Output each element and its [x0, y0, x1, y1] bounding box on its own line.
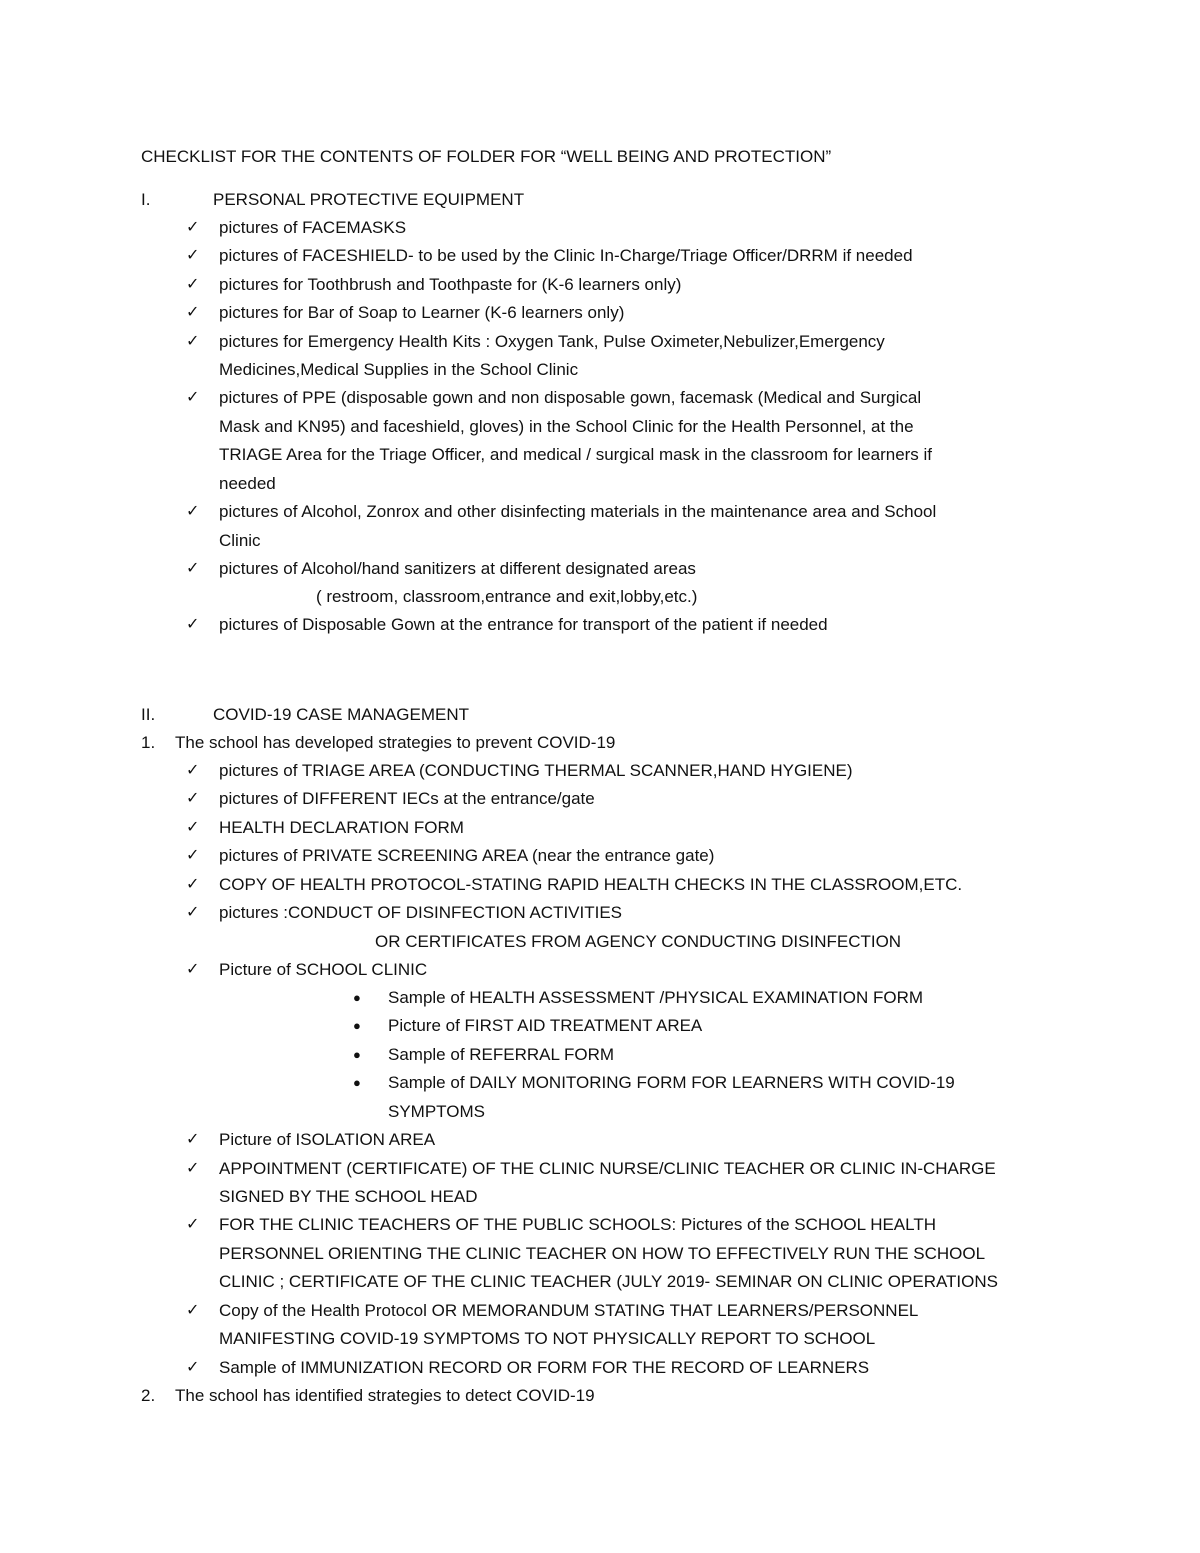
list-item: pictures of FACEMASKS: [219, 218, 407, 237]
list-item: pictures of PPE (disposable gown and non disposable gown, facemask (Medical and Surgical: [219, 388, 922, 407]
check-icon: ✓: [186, 790, 200, 807]
list-item-continuation: Mask and KN95) and faceshield, gloves) in the School Clinic for the Health Personnel, at the: [219, 417, 914, 436]
check-icon: ✓: [186, 503, 200, 520]
check-icon: ✓: [186, 1216, 200, 1233]
page-title: CHECKLIST FOR THE CONTENTS OF FOLDER FOR “WELL BEING AND PROTECTION”: [141, 147, 832, 166]
list-item-continuation: TRIAGE Area for the Triage Officer, and medical / surgical mask in the classroom for learners if: [219, 445, 933, 464]
list-item: FOR THE CLINIC TEACHERS OF THE PUBLIC SCHOOLS: Pictures of the SCHOOL HEALTH: [219, 1215, 937, 1234]
list-item: pictures of Alcohol/hand sanitizers at different designated areas: [219, 559, 696, 578]
list-item-continuation: CLINIC ; CERTIFICATE OF THE CLINIC TEACHER (JULY 2019- SEMINAR ON CLINIC OPERATIONS: [219, 1272, 998, 1291]
list-item: pictures for Emergency Health Kits : Oxygen Tank, Pulse Oximeter,Nebulizer,Emergency: [219, 332, 885, 351]
list-item: Picture of SCHOOL CLINIC: [219, 960, 428, 979]
list-item-continuation: MANIFESTING COVID-19 SYMPTOMS TO NOT PHYSICALLY REPORT TO SCHOOL: [219, 1329, 876, 1348]
check-icon: ✓: [186, 560, 200, 577]
check-icon: ✓: [186, 616, 200, 633]
list-item: pictures of DIFFERENT IECs at the entrance/gate: [219, 789, 595, 808]
check-icon: ✓: [186, 276, 200, 293]
list-item: HEALTH DECLARATION FORM: [219, 818, 464, 837]
list-item-continuation: needed: [219, 474, 276, 493]
sub-list-item: Sample of REFERRAL FORM: [388, 1045, 615, 1064]
check-icon: ✓: [186, 904, 200, 921]
check-icon: ✓: [186, 1131, 200, 1148]
check-icon: ✓: [186, 762, 200, 779]
list-item: pictures of Disposable Gown at the entrance for transport of the patient if needed: [219, 615, 828, 634]
bullet-icon: ●: [353, 990, 361, 1005]
check-icon: ✓: [186, 389, 200, 406]
list-item: Picture of ISOLATION AREA: [219, 1130, 436, 1149]
numbered-point-1-text: The school has developed strategies to prevent COVID-19: [175, 733, 616, 752]
bullet-icon: ●: [353, 1075, 361, 1090]
section-2-numeral: II.: [141, 705, 156, 724]
sub-list-item-continuation: SYMPTOMS: [388, 1102, 485, 1121]
section-1-heading: PERSONAL PROTECTIVE EQUIPMENT: [213, 190, 525, 209]
list-item-continuation: Clinic: [219, 531, 261, 550]
numbered-point-2-text: The school has identified strategies to detect COVID-19: [175, 1386, 595, 1405]
check-icon: ✓: [186, 1302, 200, 1319]
section-1-numeral: I.: [141, 190, 151, 209]
list-item: pictures :CONDUCT OF DISINFECTION ACTIVITIES: [219, 903, 623, 922]
check-icon: ✓: [186, 333, 200, 350]
disinfection-alternative: OR CERTIFICATES FROM AGENCY CONDUCTING DISINFECTION: [375, 932, 902, 951]
numbered-point-1-number: 1.: [141, 733, 156, 752]
list-item: Sample of IMMUNIZATION RECORD OR FORM FOR THE RECORD OF LEARNERS: [219, 1358, 870, 1377]
check-icon: ✓: [186, 219, 200, 236]
list-item: pictures of TRIAGE AREA (CONDUCTING THERMAL SCANNER,HAND HYGIENE): [219, 761, 853, 780]
list-item-continuation: Medicines,Medical Supplies in the School Clinic: [219, 360, 579, 379]
check-icon: ✓: [186, 1160, 200, 1177]
list-item: pictures for Bar of Soap to Learner (K-6 learners only): [219, 303, 625, 322]
sanitizer-areas-note: ( restroom, classroom,entrance and exit,lobby,etc.): [316, 587, 698, 606]
check-icon: ✓: [186, 847, 200, 864]
list-item: COPY OF HEALTH PROTOCOL-STATING RAPID HEALTH CHECKS IN THE CLASSROOM,ETC.: [219, 875, 963, 894]
list-item: pictures of Alcohol, Zonrox and other disinfecting materials in the maintenance area and School: [219, 502, 937, 521]
bullet-icon: ●: [353, 1047, 361, 1062]
check-icon: ✓: [186, 961, 200, 978]
section-2-heading: COVID-19 CASE MANAGEMENT: [213, 705, 469, 724]
sub-list-item: Picture of FIRST AID TREATMENT AREA: [388, 1016, 703, 1035]
check-icon: ✓: [186, 247, 200, 264]
check-icon: ✓: [186, 304, 200, 321]
check-icon: ✓: [186, 876, 200, 893]
numbered-point-2-number: 2.: [141, 1386, 156, 1405]
sub-list-item: Sample of HEALTH ASSESSMENT /PHYSICAL EXAMINATION FORM: [388, 988, 924, 1007]
list-item: Copy of the Health Protocol OR MEMORANDUM STATING THAT LEARNERS/PERSONNEL: [219, 1301, 919, 1320]
bullet-icon: ●: [353, 1018, 361, 1033]
check-icon: ✓: [186, 1359, 200, 1376]
list-item-continuation: SIGNED BY THE SCHOOL HEAD: [219, 1187, 478, 1206]
list-item: APPOINTMENT (CERTIFICATE) OF THE CLINIC NURSE/CLINIC TEACHER OR CLINIC IN-CHARGE: [219, 1159, 996, 1178]
list-item: pictures of FACESHIELD- to be used by the Clinic In-Charge/Triage Officer/DRRM if needed: [219, 246, 913, 265]
sub-list-item: Sample of DAILY MONITORING FORM FOR LEARNERS WITH COVID-19: [388, 1073, 955, 1092]
check-icon: ✓: [186, 819, 200, 836]
list-item: pictures for Toothbrush and Toothpaste for (K-6 learners only): [219, 275, 682, 294]
list-item: pictures of PRIVATE SCREENING AREA (near the entrance gate): [219, 846, 715, 865]
list-item-continuation: PERSONNEL ORIENTING THE CLINIC TEACHER ON HOW TO EFFECTIVELY RUN THE SCHOOL: [219, 1244, 986, 1263]
